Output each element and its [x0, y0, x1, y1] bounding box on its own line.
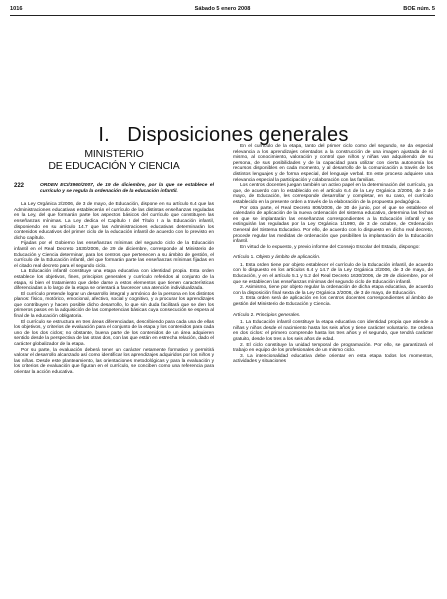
- article-title: Principios generales.: [255, 312, 301, 318]
- order-title: ORDEN ECI/3960/2007, de 19 de diciembre, por la que se establece el currículo y se regula la ordenación de la educación infantil.: [40, 183, 214, 194]
- paragraph: El currículo pretende lograr un desarrollo integral y armónico de la persona en los distintos planos: físico, motórico, emocional, afectivo, social y cognitivo, y a procurar los aprendizajes que contribuyen y hacen posible dicho desarrollo, lo que sin duda facilitará que se den los primeros pasos en la adquisición de las competencias básicas cuya consecución se espera al final de la educación obligatoria.: [14, 291, 214, 320]
- paragraph: Por otra parte, el Real Decreto 806/2006, de 30 de junio, por el que se establece el calendario de aplicación de la nueva ordenación del sistema educativo, determina las fechas en que se implantarán las enseñanzas correspondientes a la Educación infantil y se extinguirán las reguladas por la Ley Orgánica 1/1990, de 3 de octubre, de Ordenación General del Sistema Educativo. Por ello, de acuerdo con lo dispuesto en dicho real decreto, procede regular las medidas de ordenación que posibiliten la implantación de la Educación infantil.: [233, 205, 433, 245]
- article-paragraph: 2. Asimismo, tiene por objeto regular la ordenación de dicha etapa educativa, de acuerdo con la disposición final sexta de la Ley Orgánica 2/2006, de 3 de mayo, de Educación.: [233, 285, 433, 296]
- article-number: Artículo 2.: [233, 312, 256, 318]
- article-paragraph: 3. La intencionalidad educativa debe orientar en esta etapa todos los momentos, actividades y situaciones: [233, 353, 433, 365]
- paragraph: Fijadas por el Gobierno las enseñanzas mínimas del segundo ciclo de la Educación infantil en el Real Decreto 1630/2006, de 29 de diciembre, corresponde al Ministerio de Educación y Ciencia determinar, para los centros que pertenecen a su ámbito de gestión, el currículo de la Educación infantil, del que formarán parte las enseñanzas mínimas fijadas en el citado real decreto para el segundo ciclo.: [14, 241, 214, 269]
- article-paragraph: 1. Esta orden tiene por objeto establecer el currículo de la Educación infantil, de acuerdo con lo dispuesto en los artículos 6.4 y 14.7 de la Ley Orgánica 2/2006, de 3 de mayo, de Educación, y en el artículo 5.1 y 5.2 del Real Decreto 1630/2006, de 29 de diciembre, por el que se establecen las enseñanzas mínimas del segundo ciclo de Educación infantil.: [233, 262, 433, 285]
- article-title: Objeto y ámbito de aplicación.: [255, 255, 321, 261]
- section-title: I. Disposiciones generales: [98, 124, 349, 146]
- header-date: Sábado 5 enero 2008: [194, 6, 251, 12]
- paragraph: El currículo se estructura en tres áreas diferenciadas, describiendo para cada una de ellas los objetivos, y criterios de evaluación para el conjunto de la etapa y los contenidos para cada uno de los dos ciclos; no obstante, buena parte de los contenidos de un área adquieren sentido desde la perspectiva de las otras dos, con las que están en estrecha relación, dado el carácter globalizador de la etapa.: [14, 319, 214, 348]
- paragraph: Los centros docentes juegan también un activo papel en la determinación del currículo, ya que, de acuerdo con lo establecido en el artículo 6.4 de la Ley Orgánica 2/2006, de 3 de mayo, de Educación, les corresponde desarrollar y completar, en su caso, el currículo establecido en la presente orden a través de la elaboración de la propuesta pedagógica.: [233, 183, 433, 205]
- right-body: [233, 144, 433, 250]
- ministry-heading: MINISTERIO DE EDUCACIÓN Y CIENCIA: [48, 148, 180, 172]
- paragraph: En el currículo de la etapa, tanto del primer ciclo como del segundo, se da especial relevancia a los aprendizajes orientados a la construcción de una imagen ajustada de sí mismo, al conocimiento, valoración y control que niños y niñas van adquiriendo de su persona, de sus posibilidades y de la capacidad para utilizar con cierta autonomía los recursos disponibles en cada momento, y al desarrollo de la comunicación a través de los distintos lenguajes y de forma especial, del lenguaje verbal. En este proceso adquiere una relevancia especial la participación y colaboración con las familias.: [233, 144, 433, 183]
- order-heading: [14, 183, 214, 194]
- article-heading: [233, 255, 433, 261]
- paragraph: La Ley Orgánica 2/2006, de 3 de mayo, de Educación, dispone en su artículo 6.4 que las Administraciones educativas establecerán el currículo de las distintas enseñanzas reguladas en la Ley, del que formarán parte los aspectos básicos del currículo que constituyen las enseñanzas mínimas. La Ley dedica el Capítulo I del Título I a la Educación infantil, disponiendo en su artículo 14.7 que las Administraciones educativas determinarán los contenidos educativos del primer ciclo de la educación infantil de acuerdo con lo previsto en dicho capítulo.: [14, 202, 214, 241]
- paragraph: Por su parte, la evaluación deberá tener un carácter netamente formativo y permitirá valorar el desarrollo alcanzado así como identificar los aprendizajes adquiridos por los niños y las niñas. Desde este planteamiento, las orientaciones metodológicas y para la evaluación y los criterios de evaluación que figuran en el currículo, se conciben como una referencia para orientar la acción educativa.: [14, 347, 214, 375]
- header-rule: [10, 15, 435, 16]
- article-paragraph: 2. El ciclo constituye la unidad temporal de programación. Por ello, se garantizará el trabajo en equipo de los profesionales de un mismo ciclo.: [233, 342, 433, 354]
- article-number: Artículo 1.: [233, 255, 256, 261]
- right-column: [233, 144, 433, 365]
- header-bulletin-ref: BOE núm. 5: [403, 6, 435, 12]
- paragraph: En virtud de lo expuesto, y previo informe del Consejo Escolar del Estado, dispongo:: [240, 244, 420, 250]
- left-body: [14, 202, 214, 375]
- article-heading: [233, 313, 433, 319]
- order-number: 222: [14, 183, 25, 189]
- articles: [233, 255, 433, 365]
- left-column: [14, 144, 214, 376]
- page-number: 1016: [10, 6, 23, 12]
- article-paragraph: 3. Esta orden será de aplicación en los centros docentes correspondientes al ámbito de gestión del Ministerio de Educación y Ciencia.: [233, 296, 433, 308]
- article-paragraph: 1. La Educación infantil constituye la etapa educativa con identidad propia que atiende a niñas y niños desde el nacimiento hasta los seis años y tiene carácter voluntario. Se ordena en dos ciclos: el primero comprende hasta los tres años y el segundo, que tendrá carácter gratuito, desde los tres a los seis años de edad.: [233, 320, 433, 342]
- paragraph: La Educación infantil constituye una etapa educativa con identidad propia. Esta orden establece los objetivos, fines, principios generales y currículo referidos al conjunto de la etapa, si bien el tratamiento que debe darse a estos elementos que tienen características diferenciadas a lo largo de la etapa se orientará a favorecer una atención individualizada.: [14, 269, 214, 292]
